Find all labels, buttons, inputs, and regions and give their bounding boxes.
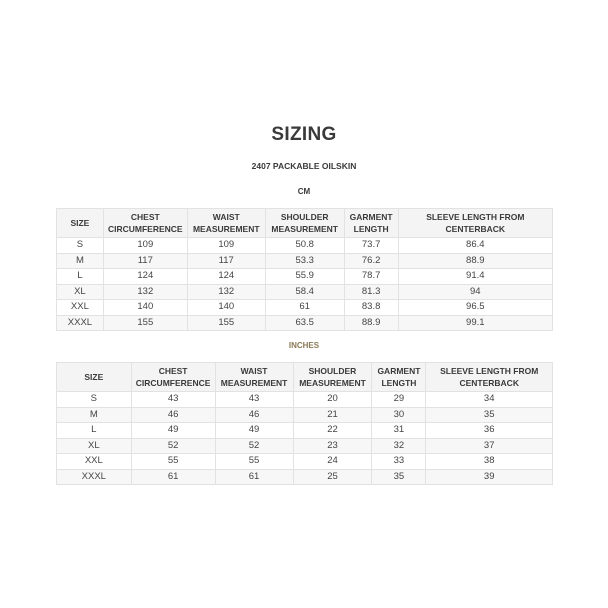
length-cell: 78.7	[344, 269, 398, 285]
sleeve-cell: 91.4	[398, 269, 552, 285]
chest-cell: 49	[131, 423, 215, 439]
size-cell: S	[57, 392, 132, 408]
waist-cell: 109	[187, 238, 265, 254]
chest-cell: 43	[131, 392, 215, 408]
header-size: SIZE	[57, 209, 104, 238]
size-cell: M	[57, 253, 104, 269]
size-cell: L	[57, 423, 132, 439]
length-cell: 76.2	[344, 253, 398, 269]
shoulder-cell: 20	[293, 392, 372, 408]
waist-cell: 155	[187, 315, 265, 331]
size-cell: XL	[57, 438, 132, 454]
header-chest: CHEST CIRCUMFERENCE	[131, 363, 215, 392]
table-row	[57, 284, 553, 300]
table-row	[57, 238, 553, 254]
chest-cell: 52	[131, 438, 215, 454]
length-cell: 83.8	[344, 300, 398, 316]
chest-cell: 132	[103, 284, 187, 300]
sleeve-cell: 34	[426, 392, 553, 408]
table-row	[57, 300, 553, 316]
inches-sizing-table	[56, 362, 553, 485]
page-title: SIZING	[271, 124, 337, 145]
shoulder-cell: 50.8	[265, 238, 344, 254]
waist-cell: 43	[215, 392, 293, 408]
header-shoulder: SHOULDER MEASUREMENT	[293, 363, 372, 392]
shoulder-cell: 25	[293, 469, 372, 485]
length-cell: 88.9	[344, 315, 398, 331]
size-cell: XXL	[57, 454, 132, 470]
length-cell: 35	[372, 469, 426, 485]
header-waist: WAIST MEASUREMENT	[215, 363, 293, 392]
inches-section-label: INCHES	[288, 341, 320, 350]
table-row	[57, 423, 553, 439]
waist-cell: 52	[215, 438, 293, 454]
chest-cell: 61	[131, 469, 215, 485]
size-cell: XXXL	[57, 469, 132, 485]
shoulder-cell: 22	[293, 423, 372, 439]
sleeve-cell: 99.1	[398, 315, 552, 331]
length-cell: 30	[372, 407, 426, 423]
length-cell: 31	[372, 423, 426, 439]
waist-cell: 61	[215, 469, 293, 485]
waist-cell: 49	[215, 423, 293, 439]
header-waist: WAIST MEASUREMENT	[187, 209, 265, 238]
waist-cell: 46	[215, 407, 293, 423]
product-subtitle: 2407 PACKABLE OILSKIN	[251, 161, 357, 171]
sleeve-cell: 38	[426, 454, 553, 470]
header-shoulder: SHOULDER MEASUREMENT	[265, 209, 344, 238]
size-cell: XL	[57, 284, 104, 300]
sleeve-cell: 35	[426, 407, 553, 423]
sleeve-cell: 39	[426, 469, 553, 485]
waist-cell: 124	[187, 269, 265, 285]
header-length: GARMENT LENGTH	[344, 209, 398, 238]
waist-cell: 55	[215, 454, 293, 470]
header-size: SIZE	[57, 363, 132, 392]
sleeve-cell: 37	[426, 438, 553, 454]
table-row	[57, 454, 553, 470]
chest-cell: 155	[103, 315, 187, 331]
waist-cell: 117	[187, 253, 265, 269]
shoulder-cell: 61	[265, 300, 344, 316]
chest-cell: 46	[131, 407, 215, 423]
chest-cell: 109	[103, 238, 187, 254]
sleeve-cell: 94	[398, 284, 552, 300]
length-cell: 33	[372, 454, 426, 470]
table-row	[57, 438, 553, 454]
cm-sizing-table	[56, 208, 553, 331]
waist-cell: 140	[187, 300, 265, 316]
table-header-row	[57, 363, 553, 392]
shoulder-cell: 58.4	[265, 284, 344, 300]
chest-cell: 117	[103, 253, 187, 269]
shoulder-cell: 63.5	[265, 315, 344, 331]
header-chest: CHEST CIRCUMFERENCE	[103, 209, 187, 238]
chest-cell: 124	[103, 269, 187, 285]
shoulder-cell: 23	[293, 438, 372, 454]
shoulder-cell: 21	[293, 407, 372, 423]
header-sleeve: SLEEVE LENGTH FROM CENTERBACK	[426, 363, 553, 392]
size-cell: M	[57, 407, 132, 423]
table-row	[57, 269, 553, 285]
cm-section-label: CM	[297, 187, 311, 196]
waist-cell: 132	[187, 284, 265, 300]
length-cell: 81.3	[344, 284, 398, 300]
size-cell: L	[57, 269, 104, 285]
table-row	[57, 469, 553, 485]
table-row	[57, 253, 553, 269]
shoulder-cell: 24	[293, 454, 372, 470]
chest-cell: 55	[131, 454, 215, 470]
chest-cell: 140	[103, 300, 187, 316]
sleeve-cell: 86.4	[398, 238, 552, 254]
length-cell: 73.7	[344, 238, 398, 254]
size-cell: XXL	[57, 300, 104, 316]
sleeve-cell: 96.5	[398, 300, 552, 316]
shoulder-cell: 53.3	[265, 253, 344, 269]
header-length: GARMENT LENGTH	[372, 363, 426, 392]
sleeve-cell: 88.9	[398, 253, 552, 269]
table-row	[57, 315, 553, 331]
shoulder-cell: 55.9	[265, 269, 344, 285]
table-row	[57, 407, 553, 423]
size-cell: S	[57, 238, 104, 254]
size-cell: XXXL	[57, 315, 104, 331]
table-row	[57, 392, 553, 408]
table-header-row	[57, 209, 553, 238]
length-cell: 32	[372, 438, 426, 454]
sleeve-cell: 36	[426, 423, 553, 439]
header-sleeve: SLEEVE LENGTH FROM CENTERBACK	[398, 209, 552, 238]
length-cell: 29	[372, 392, 426, 408]
